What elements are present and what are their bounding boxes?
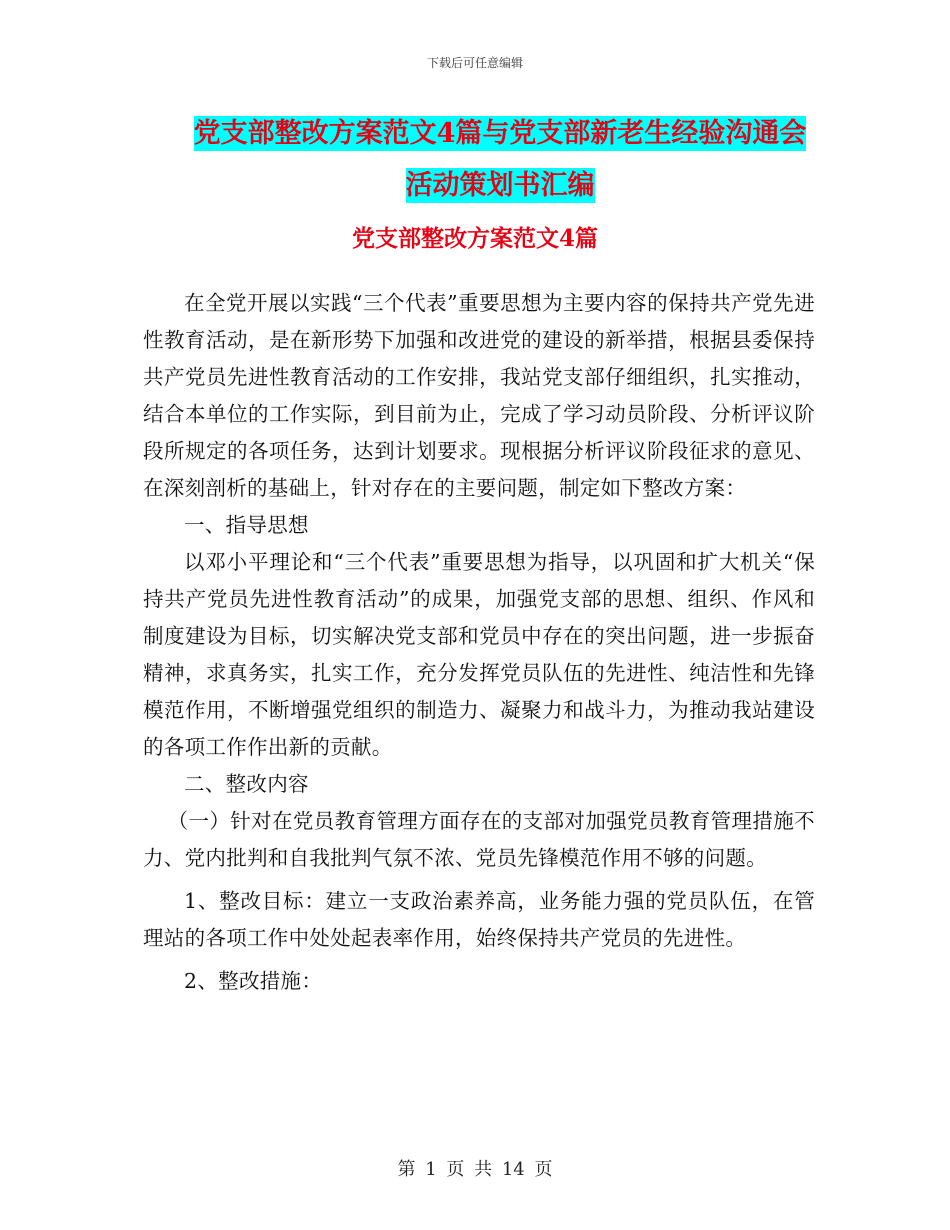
document-title-line2: 活动策划书汇编: [405, 170, 595, 201]
heading-rectification-content: 二、整改内容: [184, 772, 309, 796]
document-body: [143, 285, 815, 1000]
page-number: 第 1 页 共 14 页: [397, 1159, 553, 1180]
paragraph-intro: 在全党开展以实践“三个代表”重要思想为主要内容的保持共产党先进性教育活动，是在新形势下加强和改进党的建设的新举措，根据县委保持共产党员先进性教育活动的工作安排，我站党支部仔细组织，扎实推动，结合本单位的工作实际，到目前为止，完成了学习动员阶段、分析评议阶段所规定的各项任务，达到计划要求。现根据分析评议阶段征求的意见、在深刻剖析的基础上，针对存在的主要问题，制定如下整改方案：: [143, 291, 815, 500]
paragraph-rectification-goal: 1、整改目标：建立一支政治素养高，业务能力强的党员队伍，在管理站的各项工作中处处起表率作用，始终保持共产党员的先进性。: [143, 889, 815, 950]
heading-guiding-ideology: 一、指导思想: [184, 513, 309, 537]
section-title: 党支部整改方案范文4篇: [351, 225, 598, 252]
page-header-note: 下载后可任意编辑: [426, 56, 523, 70]
paragraph-guiding-ideology: 以邓小平理论和“三个代表”重要思想为指导，以巩固和扩大机关“保持共产党员先进性教育活动”的成果，加强党支部的思想、组织、作风和制度建设为目标，切实解决党支部和党员中存在的突出问题，进一步振奋精神，求真务实，扎实工作，充分发挥党员队伍的先进性、纯洁性和先锋模范作用，不断增强党组织的制造力、凝聚力和战斗力，为推动我站建设的各项工作作出新的贡献。: [143, 550, 815, 759]
document-title: [150, 108, 850, 212]
document-title-line1: 党支部整改方案范文4篇与党支部新老生经验沟通会: [193, 118, 807, 149]
paragraph-rectification-measures: 2、整改措施：: [184, 969, 323, 993]
paragraph-issue-one: （一）针对在党员教育管理方面存在的支部对加强党员教育管理措施不力、党内批判和自我批判气氛不浓、党员先锋模范作用不够的问题。: [143, 809, 815, 870]
